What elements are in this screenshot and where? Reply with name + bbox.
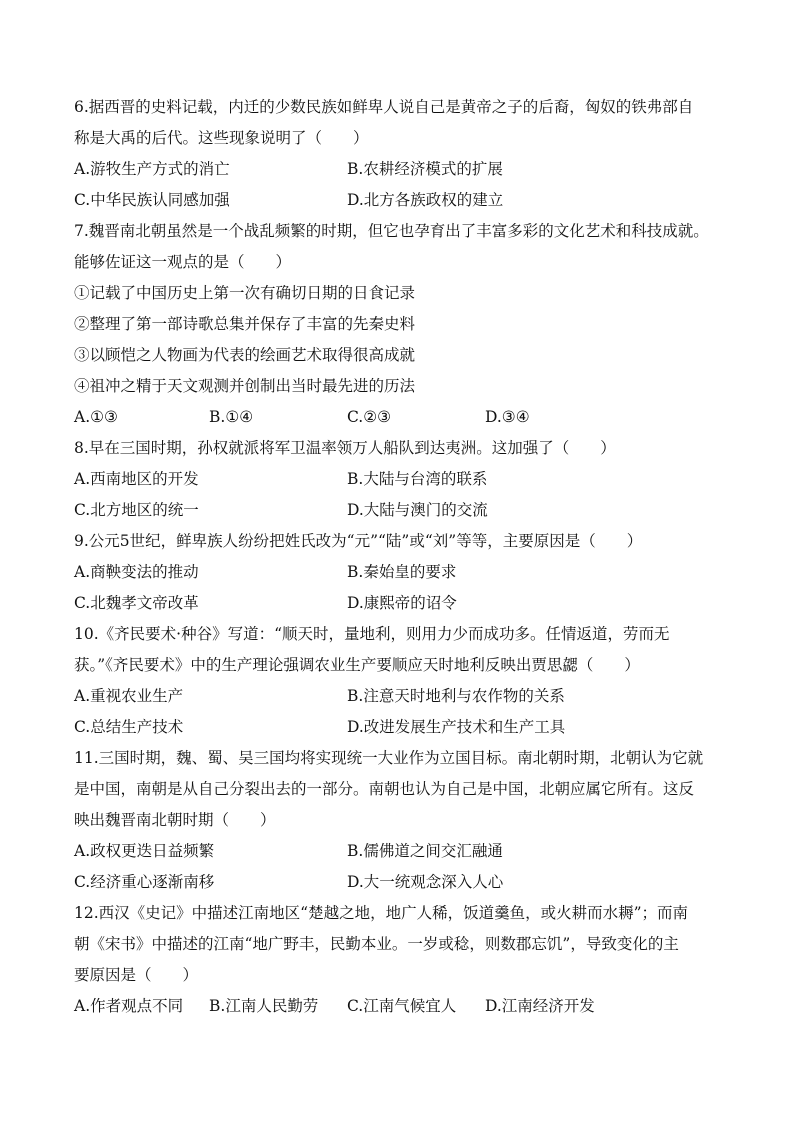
question-9-option-c: C.北魏孝文帝改革 — [74, 594, 199, 612]
question-11-stem-line-1: 11.三国时期，魏、蜀、吴三国均将实现统一大业作为立国目标。南北朝时期，北朝认为它就 — [74, 749, 704, 767]
question-12-stem-line-2: 朝《宋书》中描述的江南“地广野丰，民勤本业。一岁或稔，则数郡忘饥”，导致变化的主 — [74, 935, 679, 953]
question-6-option-c: C.中华民族认同感加强 — [74, 191, 230, 209]
question-12-stem-line-1: 12.西汉《史记》中描述江南地区“楚越之地，地广人稀，饭道羹鱼，或火耕而水耨”；而南 — [74, 904, 689, 922]
question-10-option-c: C.总结生产技术 — [74, 718, 184, 736]
question-12-stem-line-3: 要原因是（ ） — [74, 966, 199, 984]
question-6-stem-line-1: 6.据西晋的史料记载，内迁的少数民族如鲜卑人说自己是黄帝之子的后裔，匈奴的铁弗部自 — [74, 98, 694, 116]
question-7-option-a: A.①③ — [74, 408, 118, 426]
question-8-option-c: C.北方地区的统一 — [74, 501, 199, 519]
question-10-option-b: B.注意天时地利与农作物的关系 — [347, 687, 565, 705]
question-12-option-a: A.作者观点不同 — [74, 997, 184, 1015]
question-7-option-c: C.②③ — [347, 408, 392, 426]
question-10-option-d: D.改进发展生产技术和生产工具 — [347, 718, 566, 736]
question-7-stem-line-1: 7.魏晋南北朝虽然是一个战乱频繁的时期，但它也孕育出了丰富多彩的文化艺术和科技成就。 — [74, 222, 709, 240]
question-8-option-d: D.大陆与澳门的交流 — [347, 501, 488, 519]
question-11-option-c: C.经济重心逐渐南移 — [74, 873, 215, 891]
question-9-stem: 9.公元5世纪，鲜卑族人纷纷把姓氏改为“元”“陆”或“刘”等等，主要原因是（ ） — [74, 532, 643, 550]
question-8-stem: 8.早在三国时期，孙权就派将军卫温率领万人船队到达夷洲。这加强了（ ） — [74, 439, 616, 457]
question-11-option-a: A.政权更迭日益频繁 — [74, 842, 215, 860]
question-9-option-a: A.商鞅变法的推动 — [74, 563, 199, 581]
question-8-option-a: A.西南地区的开发 — [74, 470, 199, 488]
question-10-stem-line-2: 获。”《齐民要术》中的生产理论强调农业生产要顺应天时地利反映出贾思勰（ ） — [74, 656, 640, 674]
question-7-stem-line-2: 能够佐证这一观点的是（ ） — [74, 253, 292, 271]
question-6-stem-line-2: 称是大禹的后代。这些现象说明了（ ） — [74, 129, 369, 147]
question-9-option-b: B.秦始皇的要求 — [347, 563, 457, 581]
question-12-option-d: D.江南经济开发 — [485, 997, 595, 1015]
question-12-option-b: B.江南人民勤劳 — [209, 997, 319, 1015]
question-7-statement-4: ④祖冲之精于天文观测并创制出当时最先进的历法 — [74, 377, 416, 395]
question-11-stem-line-3: 映出魏晋南北朝时期（ ） — [74, 811, 276, 829]
question-6-option-d: D.北方各族政权的建立 — [347, 191, 504, 209]
question-10-stem-line-1: 10.《齐民要术·种谷》写道：“顺天时，量地利，则用力少而成功多。任情返道，劳而无 — [74, 625, 670, 643]
question-12-option-c: C.江南气候宜人 — [347, 997, 457, 1015]
question-6-option-b: B.农耕经济模式的扩展 — [347, 160, 503, 178]
question-11-option-b: B.儒佛道之间交汇融通 — [347, 842, 503, 860]
question-7-statement-1: ①记载了中国历史上第一次有确切日期的日食记录 — [74, 284, 416, 302]
question-6-option-a: A.游牧生产方式的消亡 — [74, 160, 230, 178]
question-9-option-d: D.康熙帝的诏令 — [347, 594, 457, 612]
question-7-statement-2: ②整理了第一部诗歌总集并保存了丰富的先秦史料 — [74, 315, 416, 333]
question-8-option-b: B.大陆与台湾的联系 — [347, 470, 488, 488]
question-11-stem-line-2: 是中国，南朝是从自己分裂出去的一部分。南朝也认为自己是中国，北朝应属它所有。这反 — [74, 780, 695, 798]
question-7-option-d: D.③④ — [485, 408, 530, 426]
question-7-option-b: B.①④ — [209, 408, 254, 426]
question-10-option-a: A.重视农业生产 — [74, 687, 184, 705]
question-7-statement-3: ③以顾恺之人物画为代表的绘画艺术取得很高成就 — [74, 346, 416, 364]
question-11-option-d: D.大一统观念深入人心 — [347, 873, 504, 891]
